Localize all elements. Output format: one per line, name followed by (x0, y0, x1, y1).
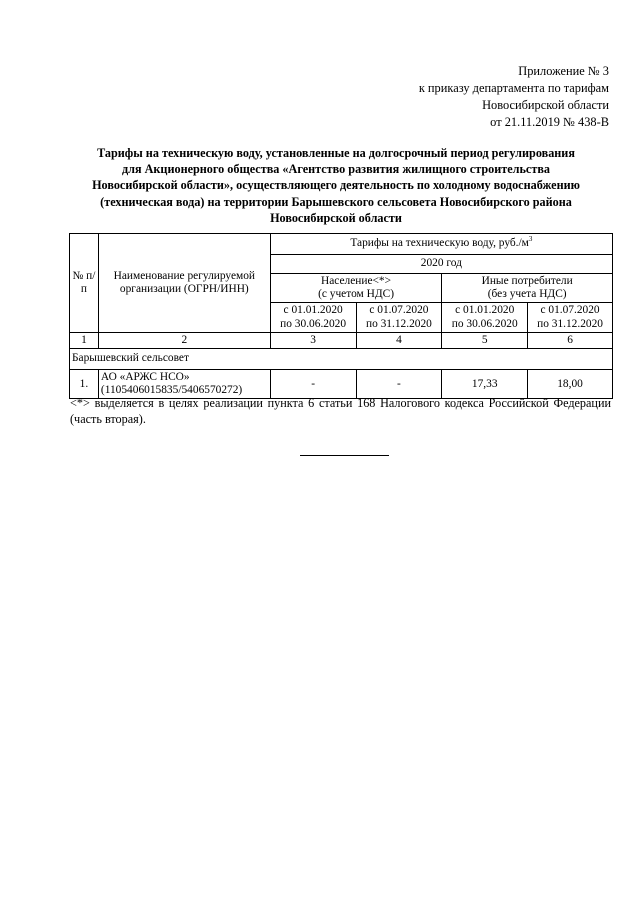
title-line: для Акционерного общества «Агентство развития жилищного строительства (121, 162, 551, 177)
row-number: 1. (70, 370, 99, 399)
title-line: Тарифы на техническую воду, установленные на долгосрочный период регулирования (97, 146, 575, 160)
section-row (70, 349, 613, 370)
footnote: <*> выделяется в целях реализации пункта 6 статьи 168 Налогового кодекса Российской Федерации (часть вторая). (70, 396, 611, 426)
appendix-order: к приказу департамента по тарифам (418, 81, 609, 95)
column-numbers-row (70, 332, 613, 348)
title-line: Новосибирской области (270, 210, 402, 225)
header-period: с 01.07.2020 по 31.12.2020 (356, 303, 442, 332)
column-number: 3 (270, 332, 356, 348)
title-line: (техническая вода) на территории Барышевского сельсовета Новосибирского района (100, 194, 572, 209)
header-organization: Наименование регулируемой организации (ОГРН/ИНН) (98, 234, 270, 333)
header-number: № п/п (70, 234, 99, 333)
tariff-table (69, 233, 613, 399)
header-tariff-title: Тарифы на техническую воду, $руб./м^3$ (270, 234, 612, 255)
header-period: с 01.01.2020 по 30.06.2020 (270, 303, 356, 332)
column-number: 1 (70, 332, 99, 348)
appendix-region: Новосибирской области (482, 98, 609, 112)
column-number: 4 (356, 332, 442, 348)
header-population: Население<*> (с учетом НДС) (270, 274, 442, 303)
header-other-consumers: Иные потребители (без учета НДС) (442, 274, 613, 303)
appendix-date: от 21.11.2019 № 438-В (490, 115, 609, 129)
header-period: с 01.07.2020 по 31.12.2020 (528, 303, 613, 332)
tariff-value: 17,33 (442, 370, 528, 399)
closing-rule (300, 455, 389, 456)
tariff-value: 18,00 (528, 370, 613, 399)
header-period: с 01.01.2020 по 30.06.2020 (442, 303, 528, 332)
header-year: 2020 год (270, 255, 612, 274)
document-title (70, 145, 602, 226)
tariff-value: - (356, 370, 442, 399)
row-organization: АО «АРЖС НСО» (1105406015835/5406570272) (98, 370, 270, 399)
tariff-value: - (270, 370, 356, 399)
column-number: 6 (528, 332, 613, 348)
section-title: Барышевский сельсовет (70, 349, 613, 370)
column-number: 5 (442, 332, 528, 348)
title-line: Новосибирской области», осуществляющего деятельность по холодному водоснабжению (92, 178, 580, 193)
appendix-reference (419, 63, 609, 131)
column-number: 2 (98, 332, 270, 348)
appendix-number: Приложение № 3 (518, 64, 609, 78)
header-row (70, 234, 613, 255)
